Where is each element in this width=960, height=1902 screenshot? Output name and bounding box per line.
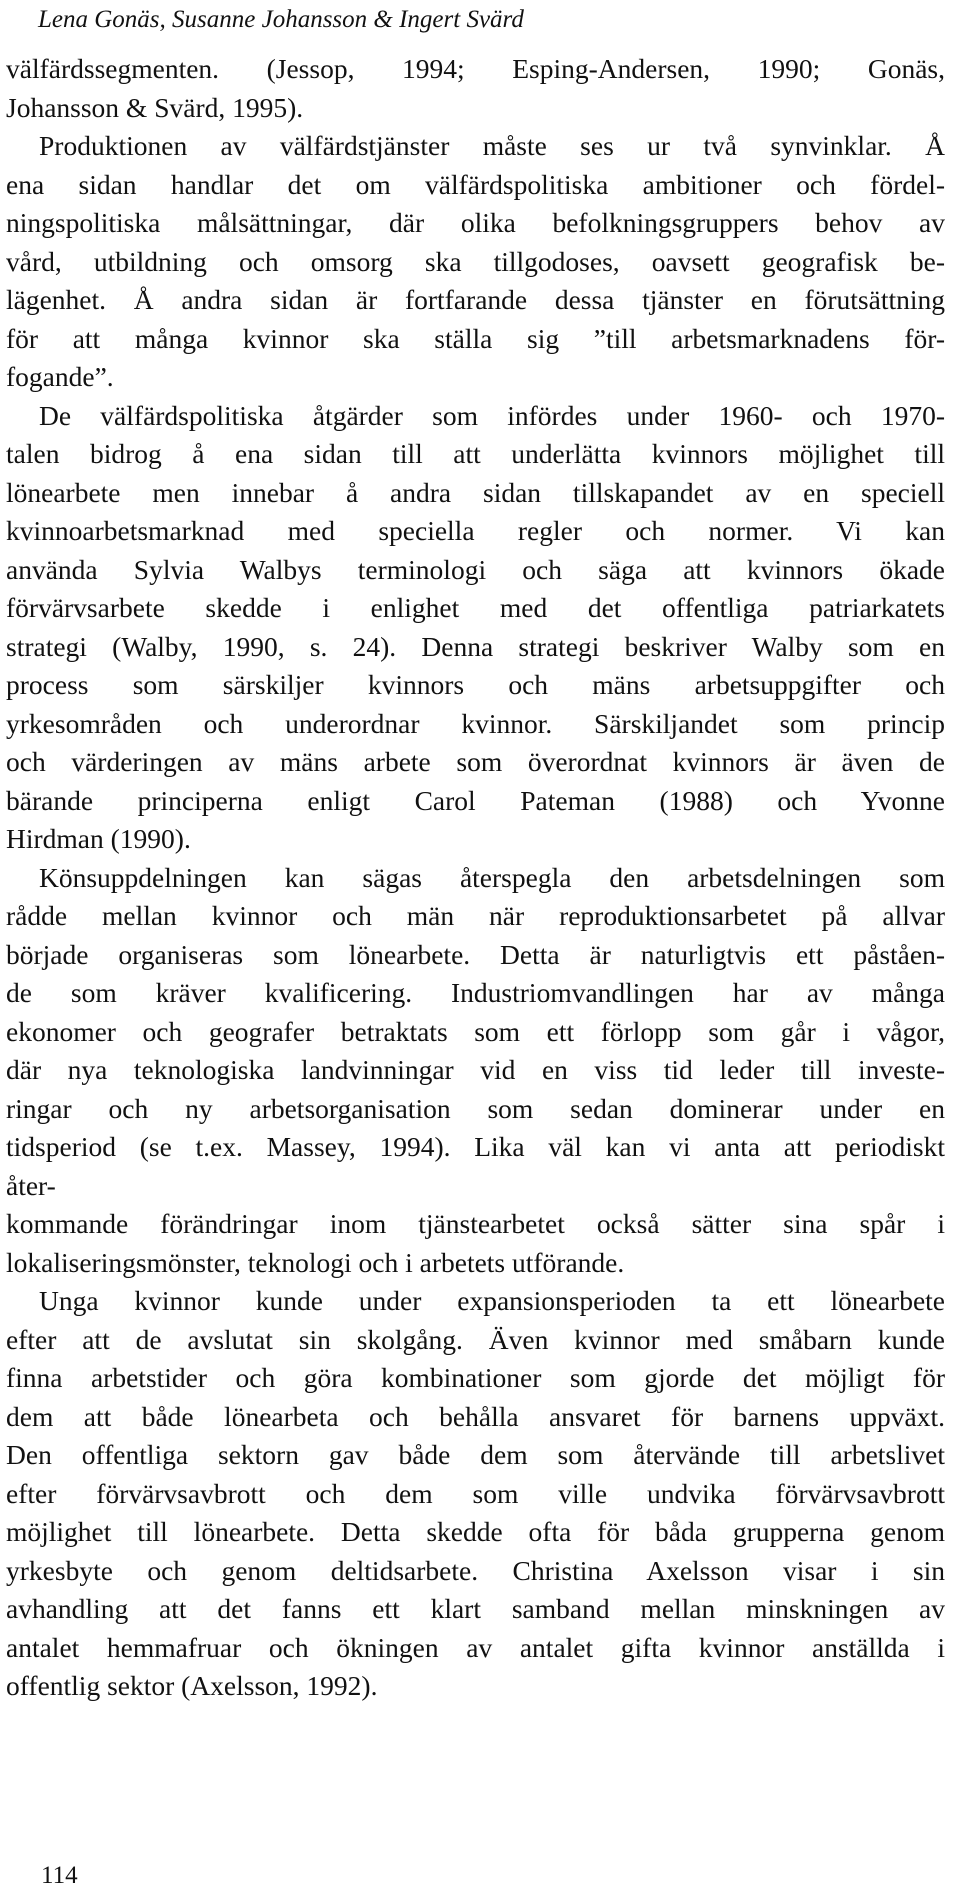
text-line: tidsperiod (se t.ex. Massey, 1994). Lika väl kan vi anta att periodiskt xyxy=(6,1131,945,1162)
page-number: 114 xyxy=(41,1862,78,1889)
text-line: där nya teknologiska landvinningar vid en viss tid leder till investe- xyxy=(6,1054,945,1085)
text-line: kvinnoarbetsmarknad med speciella regler och normer. Vi kan xyxy=(6,515,945,546)
text-line: process som särskiljer kvinnors och mäns arbetsuppgifter och xyxy=(6,669,945,700)
text-line: ringar och ny arbetsorganisation som sedan dominerar under en xyxy=(6,1092,945,1124)
text-line: lönearbete men innebar å andra sidan tillskapandet av en speciell xyxy=(6,476,945,508)
text-line: lägenhet. Å andra sidan är fortfarande dessa tjänster en förutsättning xyxy=(6,284,945,315)
text-line: möjlighet till lönearbete. Detta skedde ofta för båda grupperna genom xyxy=(6,1516,945,1547)
text-line: kommande förändringar inom tjänstearbetet också sätter sina spår i xyxy=(6,1208,945,1239)
text-line: de som kräver kvalificering. Industriomvandlingen har av många xyxy=(6,977,945,1008)
text-line: bärande principerna enligt Carol Pateman (1988) och Yvonne xyxy=(6,784,945,816)
paragraph-first-line: De välfärdspolitiska åtgärder som infördes under 1960- och 1970- xyxy=(39,399,945,431)
text-line: åter- xyxy=(6,1169,56,1201)
text-line: lokaliseringsmönster, teknologi och i arbetets utförande. xyxy=(6,1246,625,1278)
text-line: välfärdssegmenten. (Jessop, 1994; Esping-Andersen, 1990; Gonäs, xyxy=(6,53,945,84)
text-line: använda Sylvia Walbys terminologi och säga att kvinnors ökade xyxy=(6,553,945,585)
text-line: ekonomer och geografer betraktats som ett förlopp som går i vågor, xyxy=(6,1015,945,1047)
text-line: började organiseras som lönearbete. Detta är naturligtvis ett påståen- xyxy=(6,938,945,970)
running-head: Lena Gonäs, Susanne Johansson & Ingert Svärd xyxy=(38,6,524,33)
text-line: dem att både lönearbeta och behålla ansvaret för barnens uppväxt. xyxy=(6,1400,945,1432)
text-line: avhandling att det fanns ett klart samband mellan minskningen av xyxy=(6,1593,945,1624)
text-line: vård, utbildning och omsorg ska tillgodoses, oavsett geografisk be- xyxy=(6,245,945,277)
text-line: antalet hemmafruar och ökningen av antalet gifta kvinnor anställda i xyxy=(6,1631,945,1663)
text-line: förvärvsarbete skedde i enlighet med det offentliga patriarkatets xyxy=(6,592,945,623)
text-line: ena sidan handlar det om välfärdspolitiska ambitioner och fördel- xyxy=(6,168,945,200)
text-line: fogande”. xyxy=(6,361,114,392)
text-line: strategi (Walby, 1990, s. 24). Denna strategi beskriver Walby som en xyxy=(6,630,945,662)
text-line: talen bidrog å ena sidan till att underlätta kvinnors möjlighet till xyxy=(6,438,945,469)
text-line: offentlig sektor (Axelsson, 1992). xyxy=(6,1670,378,1701)
text-line: efter förvärvsavbrott och dem som ville undvika förvärvsavbrott xyxy=(6,1477,945,1509)
text-line: Johansson & Svärd, 1995). xyxy=(6,91,304,123)
text-line: rådde mellan kvinnor och män när reproduktionsarbetet på allvar xyxy=(6,900,945,931)
text-line: finna arbetstider och göra kombinationer som gjorde det möjligt för xyxy=(6,1362,945,1393)
paragraph-first-line: Könsuppdelningen kan sägas återspegla den arbetsdelningen som xyxy=(39,861,945,893)
paragraph-first-line: Produktionen av välfärdstjänster måste ses ur två synvinklar. Å xyxy=(39,130,945,161)
body-text xyxy=(6,50,945,1706)
text-line: yrkesbyte och genom deltidsarbete. Christina Axelsson visar i sin xyxy=(6,1554,945,1586)
paragraph-first-line: Unga kvinnor kunde under expansionsperioden ta ett lönearbete xyxy=(39,1285,945,1316)
text-line: och värderingen av mäns arbete som överordnat kvinnors är även de xyxy=(6,746,945,777)
text-line: efter att de avslutat sin skolgång. Även kvinnor med småbarn kunde xyxy=(6,1323,945,1355)
text-line: Hirdman (1990). xyxy=(6,823,191,854)
text-line: yrkesområden och underordnar kvinnor. Särskiljandet som princip xyxy=(6,707,945,739)
text-line: ningspolitiska målsättningar, där olika befolkningsgruppers behov av xyxy=(6,207,945,238)
text-line: Den offentliga sektorn gav både dem som återvände till arbetslivet xyxy=(6,1439,945,1470)
text-line: för att många kvinnor ska ställa sig ”till arbetsmarknadens för- xyxy=(6,322,945,354)
